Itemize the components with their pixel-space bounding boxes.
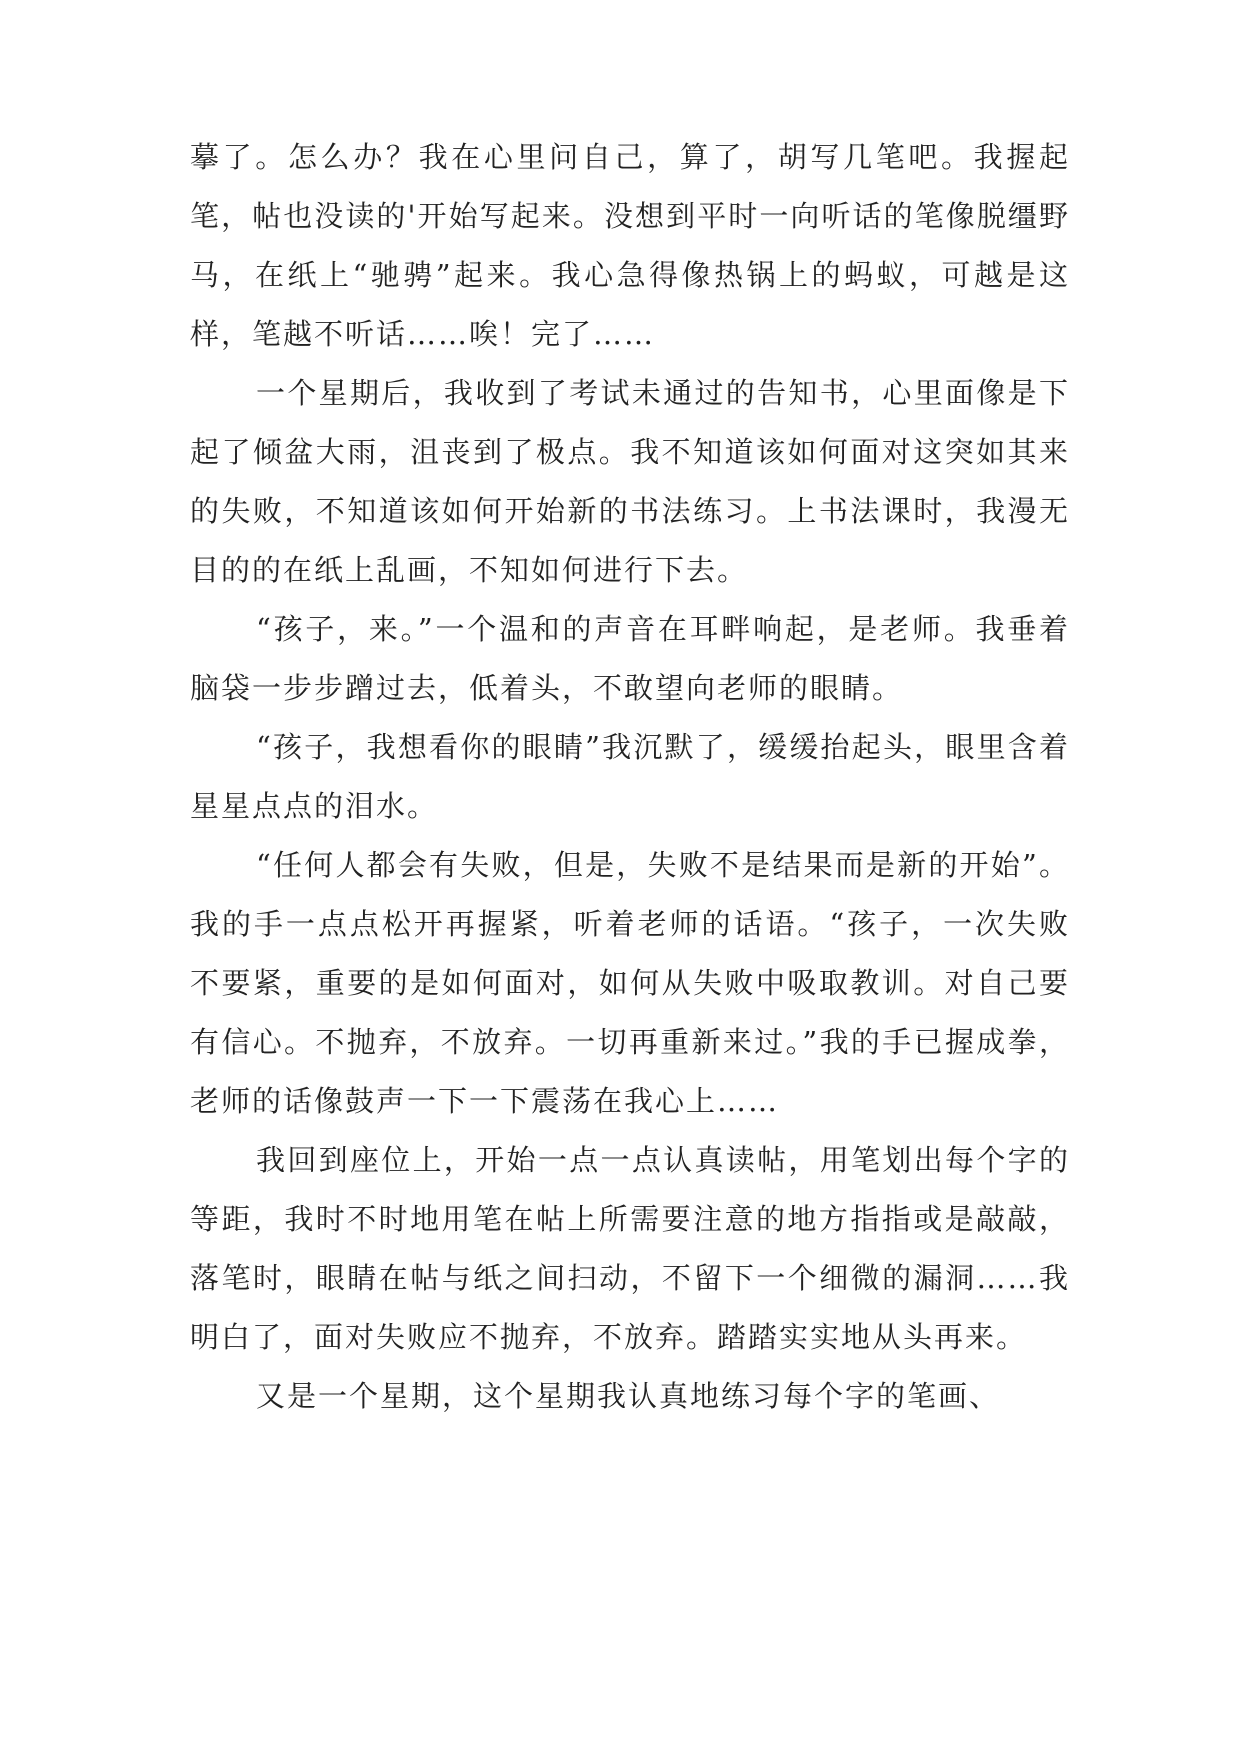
paragraph-1: 摹了。怎么办？我在心里问自己，算了，胡写几笔吧。我握起笔，帖也没读的'开始写起来。没想到平时一向听话的笔像脱缰野马，在纸上“驰骋”起来。我心急得像热锅上的蚂蚁，可越是这样，笔越不听话……唉！完了……	[190, 140, 1070, 351]
paragraph-5: “任何人都会有失败，但是，失败不是结果而是新的开始”。我的手一点点松开再握紧，听着老师的话语。“孩子，一次失败不要紧，重要的是如何面对，如何从失败中吸取教训。对自己要有信心。不抛弃，不放弃。一切再重新来过。”我的手已握成拳，老师的话像鼓声一下一下震荡在我心上……	[190, 848, 1070, 1118]
paragraph-7: 又是一个星期，这个星期我认真地练习每个字的笔画、	[256, 1379, 1001, 1413]
document-page	[190, 128, 1070, 1426]
paragraph-6: 我回到座位上，开始一点一点认真读帖，用笔划出每个字的等距，我时不时地用笔在帖上所需要注意的地方指指或是敲敲，落笔时，眼睛在帖与纸之间扫动，不留下一个细微的漏洞……我明白了，面对失败应不抛弃，不放弃。踏踏实实地从头再来。	[190, 1143, 1070, 1354]
paragraph-2: 一个星期后，我收到了考试未通过的告知书，心里面像是下起了倾盆大雨，沮丧到了极点。我不知道该如何面对这突如其来的失败，不知道该如何开始新的书法练习。上书法课时，我漫无目的的在纸上乱画，不知如何进行下去。	[190, 376, 1070, 587]
paragraph-4: “孩子，我想看你的眼睛”我沉默了，缓缓抬起头，眼里含着星星点点的泪水。	[190, 730, 1070, 823]
paragraph-3: “孩子，来。”一个温和的声音在耳畔响起，是老师。我垂着脑袋一步步蹭过去，低着头，不敢望向老师的眼睛。	[190, 612, 1070, 705]
